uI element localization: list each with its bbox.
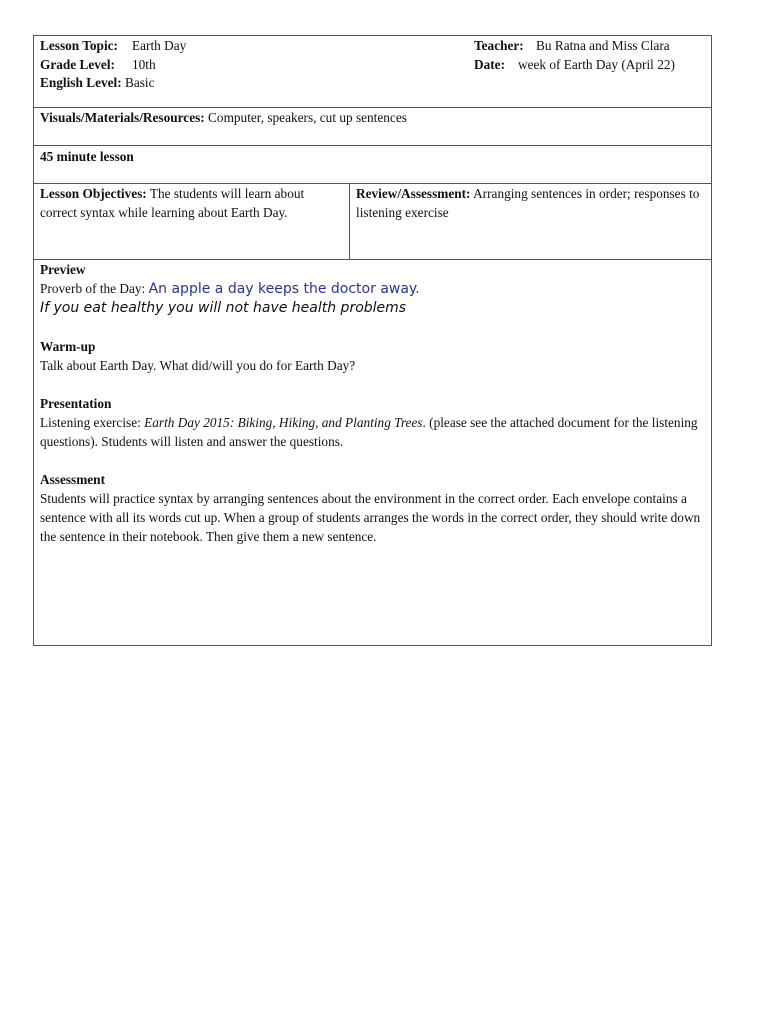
preview-section [40,260,705,318]
lesson-header-row [34,36,711,108]
presentation-title: Presentation [40,396,112,411]
materials-label: Visuals/Materials/Resources: [40,110,205,125]
review-label: Review/Assessment: [356,186,471,201]
lesson-plan-table [33,35,712,646]
objectives-review-row [34,184,711,260]
proverb-label: Proverb of the Day: [40,281,146,296]
review-cell [350,184,711,259]
proverb-line [40,279,705,299]
lesson-topic-line [40,37,186,56]
teacher-label: Teacher: [474,38,524,53]
assessment-title: Assessment [40,472,106,487]
lesson-body-row [34,260,711,645]
review-value: Arranging sentences in order; responses to listening exercise [356,186,700,220]
lesson-topic-value: Earth Day [132,38,187,53]
warmup-text: Talk about Earth Day. What did/will you do for Earth Day? [40,358,356,373]
objectives-value: The students will learn about correct syntax while learning about Earth Day. [40,186,305,220]
date-value: week of Earth Day (April 22) [518,56,675,72]
presentation-text [40,413,705,451]
english-level-label: English Level: [40,75,122,90]
grade-level-line [40,56,186,75]
english-level-line [40,74,186,93]
warmup-section [40,337,705,375]
materials-row [34,108,711,146]
proverb-meaning: If you eat healthy you will not have health problems [40,300,407,316]
lesson-duration: 45 minute lesson [40,149,134,164]
presentation-body: . (please see the attached document for the listening questions). Students will listen and answer the questions. [40,415,698,449]
lesson-topic-label: Lesson Topic: [40,38,118,53]
lesson-info-right [474,37,675,74]
grade-level-value: 10th [132,56,156,72]
preview-title: Preview [40,262,86,277]
objectives-cell [34,184,350,259]
teacher-line [474,37,675,56]
presentation-prefix: Listening exercise: [40,415,141,430]
duration-row [34,146,711,184]
presentation-section [40,394,705,451]
grade-level-label: Grade Level: [40,56,115,72]
teacher-value: Bu Ratna and Miss Clara [536,38,670,53]
assessment-section [40,470,705,546]
proverb-text: An apple a day keeps the doctor away. [148,281,420,297]
assessment-text: Students will practice syntax by arranging sentences about the environment in the correct order. Each envelope contains a sentence with all its words cut up. When a group of students arranges the words in the correct order, they should write down the sentence in their notebook. Then give them a new sentence. [40,491,701,544]
materials-value: Computer, speakers, cut up sentences [208,110,407,125]
date-line [474,56,675,75]
presentation-source-title: Earth Day 2015: Biking, Hiking, and Planting Trees [144,415,423,430]
lesson-info-left [40,37,186,93]
english-level-value: Basic [124,75,155,90]
warmup-title: Warm-up [40,339,96,354]
date-label: Date: [474,56,506,72]
objectives-label: Lesson Objectives: [40,186,147,201]
